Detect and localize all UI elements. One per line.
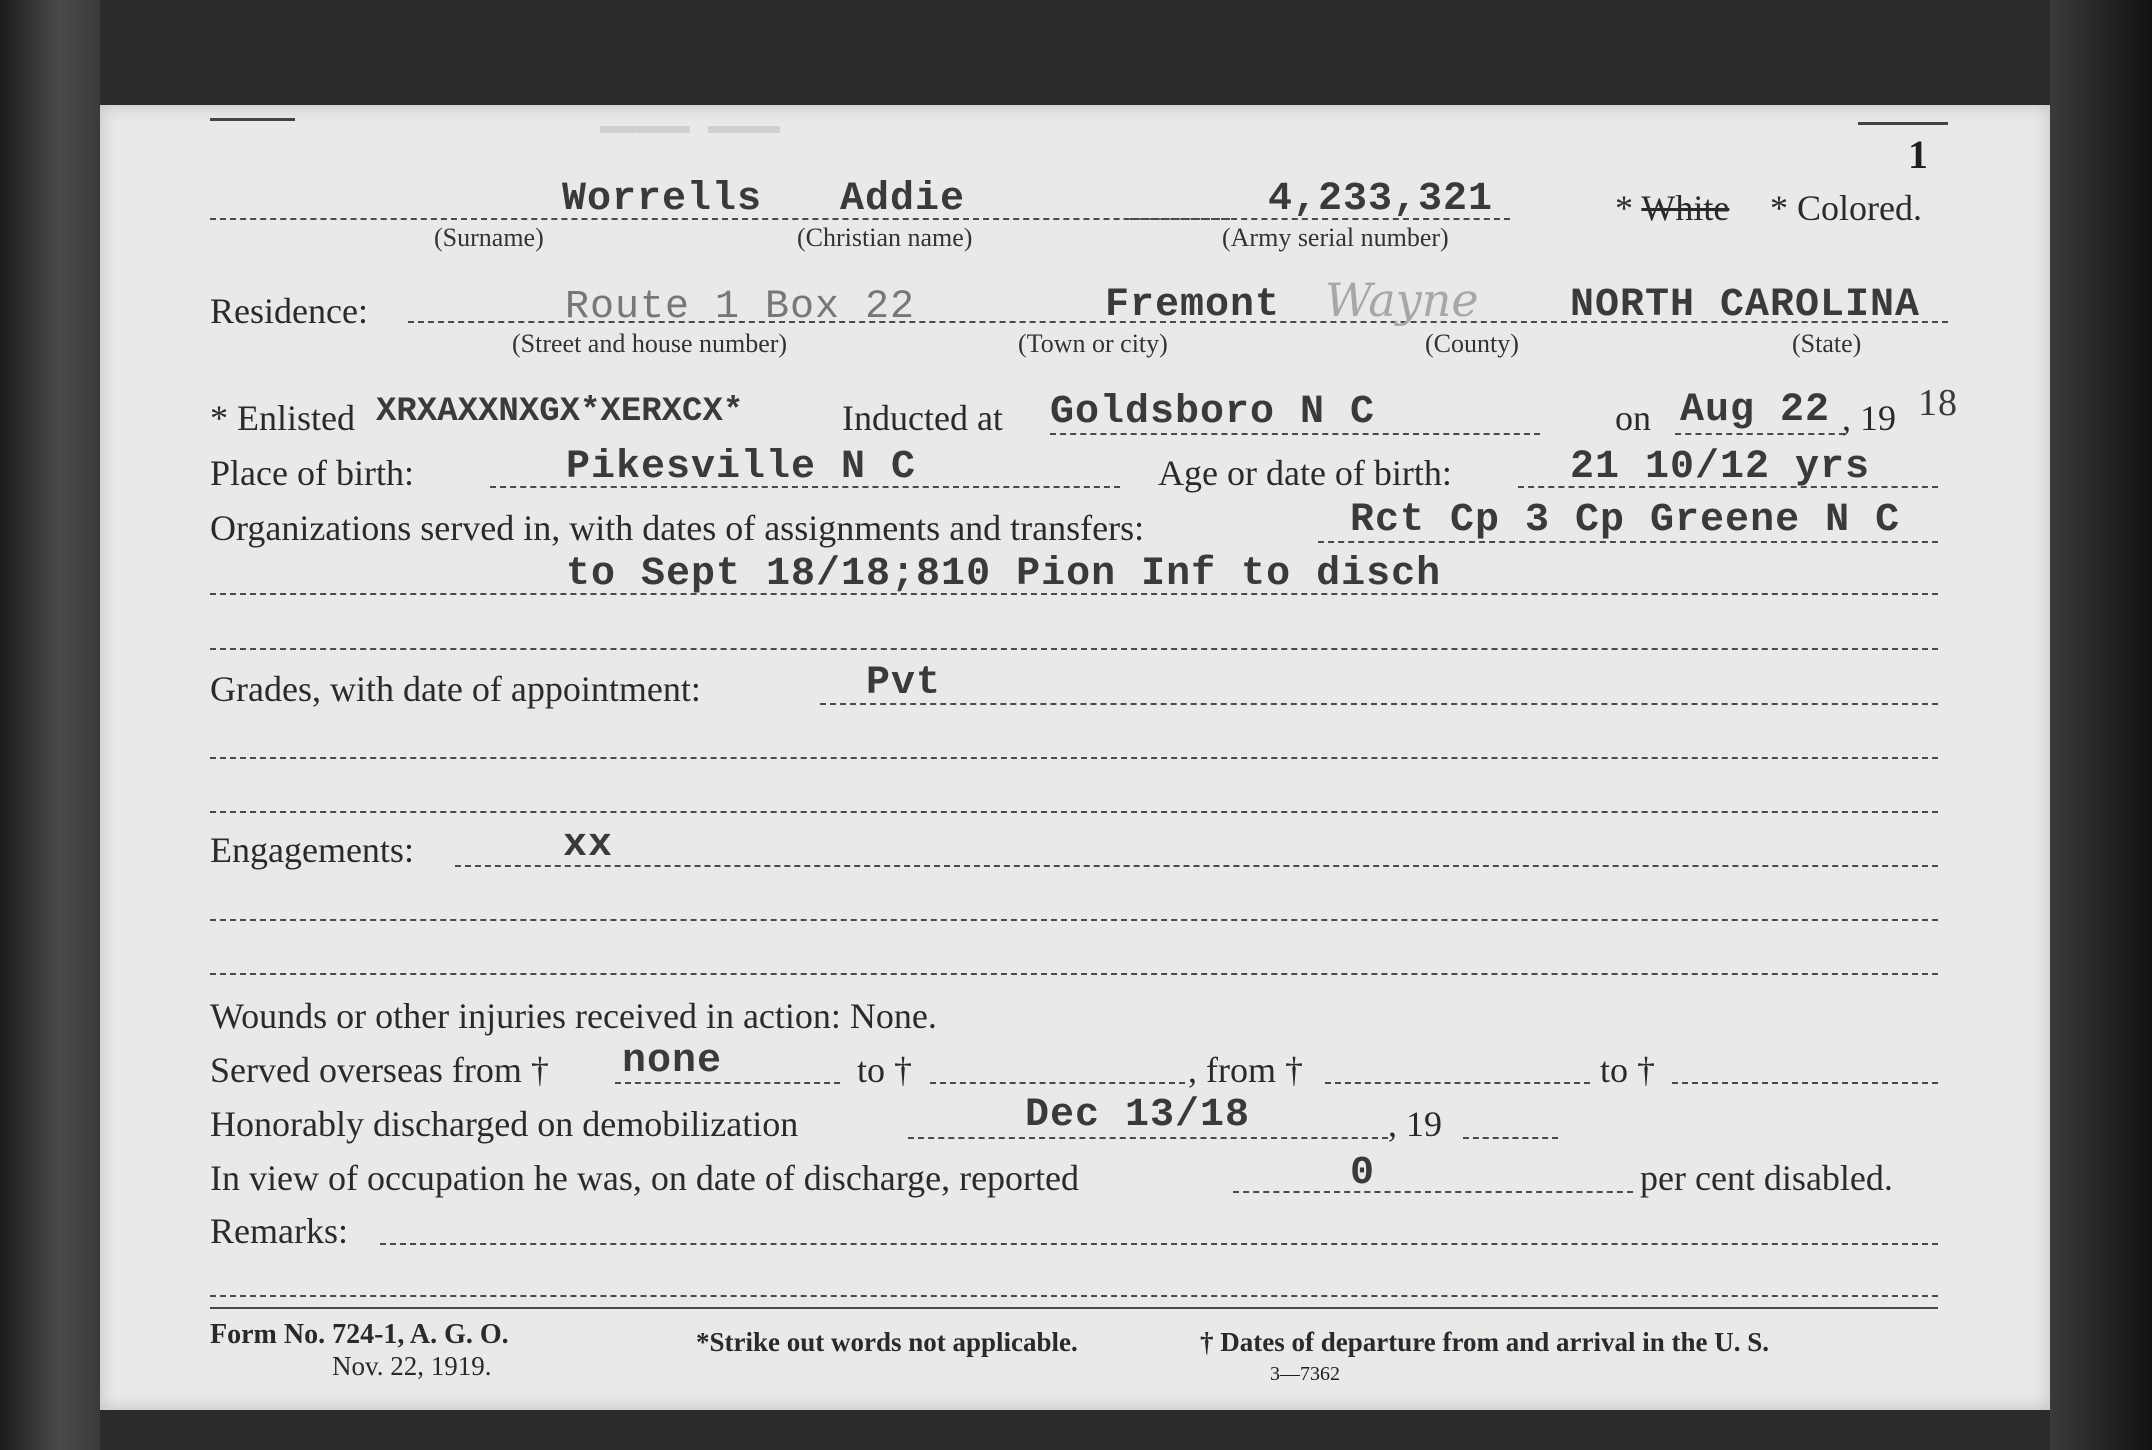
enlisted-struck-text: XRXAXXNXGX*XERXCX* — [376, 393, 744, 431]
discharge-year-label: , 19 — [1388, 1104, 1442, 1144]
discharge-date-value: Dec 13/18 — [1025, 1093, 1251, 1138]
disability-value: 0 — [1350, 1151, 1376, 1196]
strike-note: *Strike out words not applicable. — [696, 1327, 1078, 1357]
form-date: Nov. 22, 1919. — [332, 1351, 492, 1381]
overseas-to-line — [930, 1082, 1185, 1084]
disability-suffix: per cent disabled. — [1640, 1158, 1893, 1198]
overseas-from2-label: , from † — [1188, 1050, 1303, 1090]
year-prefix: , 19 — [1842, 398, 1896, 438]
town-caption: (Town or city) — [1018, 329, 1168, 358]
form-code: 3—7362 — [1270, 1363, 1340, 1385]
overseas-from-value: none — [622, 1039, 723, 1084]
street-caption: (Street and house number) — [512, 329, 788, 358]
street-value: Route 1 Box 22 — [565, 285, 916, 330]
engagements-value: xx — [563, 823, 614, 868]
surname-value: Worrells — [562, 177, 763, 222]
race-white-struck: * White — [1615, 188, 1730, 228]
card-number: 1 — [1908, 132, 1928, 177]
town-value: Fremont — [1105, 283, 1281, 328]
organizations-label: Organizations served in, with dates of assignments and transfers: — [210, 508, 1145, 548]
birth-place-label: Place of birth: — [210, 453, 414, 493]
discharge-label: Honorably discharged on demobilization — [210, 1104, 799, 1144]
remarks-line-2 — [210, 1295, 1938, 1297]
county-caption: (County) — [1425, 329, 1519, 358]
grades-value: Pvt — [866, 661, 942, 706]
engagements-line-1 — [455, 865, 1938, 867]
remarks-label: Remarks: — [210, 1211, 348, 1251]
engagements-label: Engagements: — [210, 830, 414, 870]
overseas-to2-line — [1672, 1082, 1938, 1084]
disability-label: In view of occupation he was, on date of discharge, reported — [210, 1158, 1080, 1198]
age-value: 21 10/12 yrs — [1570, 445, 1871, 490]
inducted-label: Inducted at — [842, 398, 1003, 438]
induction-date-value: Aug 22 — [1680, 388, 1831, 433]
surname-caption: (Surname) — [434, 223, 544, 252]
scan-edge-right — [2050, 0, 2152, 1450]
form-number: Form No. 724-1, A. G. O. — [210, 1319, 509, 1350]
overseas-to2-label: to † — [1600, 1050, 1656, 1090]
organizations-value-2: to Sept 18/18;810 Pion Inf to disch — [566, 552, 1442, 597]
state-caption: (State) — [1792, 329, 1862, 358]
birth-place-value: Pikesville N C — [566, 445, 917, 490]
bleed-through-text: ▬▬▬▬▬ ▬▬▬▬ — [600, 110, 781, 144]
top-rule-right — [1858, 122, 1948, 125]
service-record-card — [100, 105, 2050, 1410]
induction-place-line — [1050, 433, 1540, 435]
christian-name-caption: (Christian name) — [797, 223, 973, 252]
dates-note: † Dates of departure from and arrival in the U. S. — [1200, 1327, 1769, 1357]
serial-number-value: 4,233,321 — [1268, 177, 1494, 222]
induction-date-line — [1675, 433, 1845, 435]
overseas-from-label: Served overseas from † — [210, 1050, 549, 1090]
race-colored-label: * Colored. — [1770, 188, 1922, 228]
grades-line-2 — [210, 757, 1938, 759]
grades-line-3 — [210, 811, 1938, 813]
enlisted-label: * Enlisted — [210, 398, 355, 438]
engagements-line-3 — [210, 973, 1938, 975]
top-rule-left — [210, 118, 295, 121]
county-value: Wayne — [1325, 273, 1479, 327]
serial-caption: (Army serial number) — [1222, 223, 1449, 252]
discharge-year-line — [1463, 1137, 1558, 1139]
scan-edge-left — [0, 0, 100, 1450]
grades-line-1 — [820, 703, 1938, 705]
organizations-value-1: Rct Cp 3 Cp Greene N C — [1350, 498, 1901, 543]
disability-line — [1233, 1191, 1633, 1193]
induction-year-value: 18 — [1918, 382, 1958, 424]
remarks-line-1 — [380, 1243, 1938, 1245]
on-label: on — [1615, 398, 1651, 438]
residence-label: Residence: — [210, 291, 368, 331]
organizations-line-3 — [210, 648, 1938, 650]
state-value: NORTH CAROLINA — [1570, 283, 1921, 328]
grades-label: Grades, with date of appointment: — [210, 669, 701, 709]
age-label: Age or date of birth: — [1158, 453, 1452, 493]
overseas-to-label: to † — [857, 1050, 913, 1090]
overseas-from2-line — [1325, 1082, 1590, 1084]
engagements-line-2 — [210, 919, 1938, 921]
wounds-text: Wounds or other injuries received in action: None. — [210, 996, 937, 1036]
christian-name-value: Addie — [840, 177, 966, 222]
induction-place-value: Goldsboro N C — [1050, 390, 1376, 435]
footer-rule — [210, 1307, 1938, 1309]
